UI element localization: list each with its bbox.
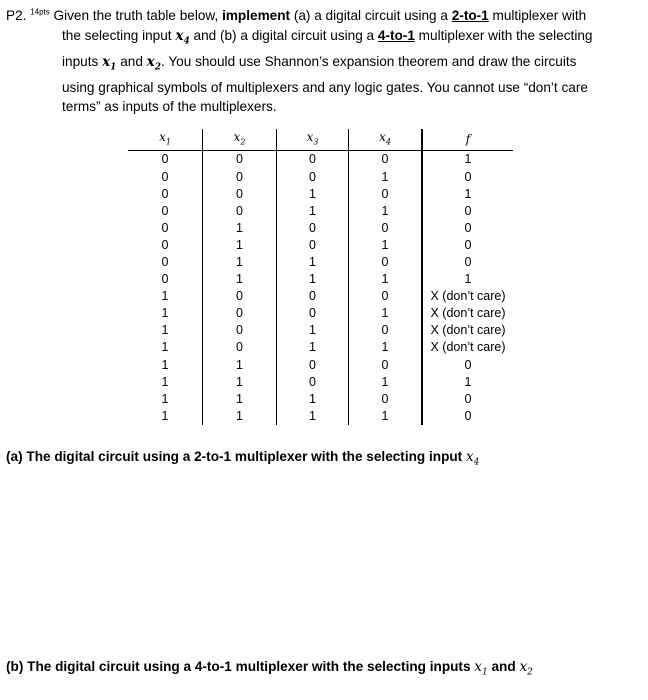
problem-line-5: terms” as inputs of the multiplexers. [62,99,277,115]
text-segment: multiplexer with the selecting [414,27,593,43]
cell-x2: 0 [203,288,277,305]
cell-x1: 1 [161,340,169,355]
cell-x3: 1 [277,271,349,288]
cell-x2: 0 [203,151,277,169]
header-x4 [349,129,423,151]
cell-x4: 0 [349,322,423,339]
cell-f: 0 [422,168,513,185]
table-row [128,391,513,408]
cell-x1: 0 [161,272,169,287]
cell-x3: 1 [277,339,349,356]
cell-x1: 1 [161,391,169,406]
cell-x2: 1 [203,374,277,391]
cell-x2: 1 [203,271,277,288]
var-x1 [474,659,488,678]
header-letter: x [159,130,166,144]
cell-x3: 1 [277,391,349,408]
cell-x3: 1 [277,322,349,339]
cell-x3: 1 [277,408,349,425]
text-segment: inputs [62,53,103,69]
cell-x2: 1 [203,220,277,237]
table-row [128,271,513,288]
cell-x2: 0 [203,203,277,220]
cell-x4: 0 [349,391,423,408]
cell-x4: 0 [349,254,423,271]
problem-line-2 [6,26,636,52]
cell-x1: 0 [161,255,169,269]
cell-x2: 1 [203,237,277,254]
cell-f: 1 [422,271,513,288]
cell-f: X (don’t care) [422,288,513,305]
cell-f: 1 [422,374,513,391]
cell-x4: 1 [349,339,423,356]
header-x2 [203,129,277,151]
text-segment: multiplexer with [488,8,587,23]
cell-x4: 1 [349,408,423,425]
mux-4to1-term: 4-to-1 [194,659,232,674]
cell-x4: 0 [349,186,423,203]
text-segment: and (b) a digital circuit using a [189,27,378,43]
mux-4to1-term: 4-to-1 [377,27,415,43]
cell-f: 0 [422,203,513,220]
text-segment: (a) a digital circuit using a [290,8,452,23]
cell-x3: 0 [277,374,349,391]
cell-x1: 0 [161,220,169,235]
truth-table-body [128,151,513,425]
table-row [128,168,513,185]
cell-x1: 1 [161,306,169,321]
cell-f: 1 [422,151,513,169]
var-letter: x [519,659,528,675]
cell-x3: 0 [277,357,349,374]
var-subscript: 2 [154,62,162,73]
header-subscript: 4 [385,137,391,147]
text-segment: (a) The digital circuit using a [6,449,195,464]
var-x1 [102,53,117,73]
header-letter: x [306,130,314,144]
cell-x2: 0 [203,186,277,203]
cell-x1: 1 [161,323,169,338]
cell-x2: 1 [203,391,277,408]
var-letter: x [466,449,474,465]
var-subscript: 4 [183,36,190,47]
text-segment: the selecting input [62,27,176,43]
text-segment: multiplexer with the selecting input [231,449,466,464]
var-subscript: 1 [481,667,488,678]
table-row [128,220,513,237]
cell-x3: 0 [277,305,349,322]
cell-x2: 0 [203,305,277,322]
var-letter: x [175,27,184,44]
cell-x4: 1 [349,305,423,322]
table-row [128,288,513,305]
cell-x2: 1 [203,408,277,425]
var-x2 [146,53,162,73]
var-subscript: 4 [473,457,480,468]
header-x1 [128,129,203,151]
table-row [128,151,513,169]
truth-table [128,129,513,425]
cell-f: 0 [422,408,513,425]
implement-keyword: implement [222,8,291,23]
cell-x2: 1 [203,357,277,374]
cell-x3: 0 [277,151,349,169]
cell-f: 1 [422,186,513,203]
table-row [128,408,513,425]
header-letter: f [465,132,471,147]
table-row [128,237,513,254]
cell-x1: 1 [161,357,169,372]
header-x3 [277,129,349,151]
cell-x4: 0 [349,357,423,374]
cell-x2: 0 [203,339,277,356]
cell-x4: 1 [349,203,423,220]
cell-f: 0 [422,391,513,408]
text-segment: and [487,659,520,674]
cell-x2: 1 [203,254,277,271]
cell-x1: 0 [161,237,169,252]
truth-table-header [128,129,513,151]
cell-f: 0 [422,254,513,271]
cell-x1: 0 [161,152,169,167]
mux-2to1-term: 2-to-1 [451,8,489,23]
points-badge: 14pts [30,7,50,17]
cell-x3: 0 [277,220,349,237]
cell-x3: 1 [277,254,349,271]
cell-x3: 0 [277,168,349,185]
var-x2 [519,659,533,678]
cell-x1: 1 [161,408,169,423]
problem-label: P2. [6,8,27,23]
mux-2to1-term: 2-to-1 [194,449,232,464]
var-letter: x [102,53,111,70]
cell-f: X (don’t care) [422,339,513,356]
cell-x1: 0 [161,203,169,218]
var-subscript: 1 [110,62,117,73]
part-b-heading [6,659,533,678]
var-x4 [175,27,190,47]
table-row [128,186,513,203]
table-row [128,374,513,391]
problem-line-3 [6,52,636,78]
cell-x1: 1 [161,374,169,389]
cell-f: X (don’t care) [422,305,513,322]
cell-x1: 1 [161,289,169,304]
cell-x3: 1 [277,186,349,203]
cell-x2: 0 [203,322,277,339]
table-row [128,254,513,271]
header-subscript: 2 [240,137,246,147]
cell-f: 0 [422,357,513,374]
part-a-heading [6,449,479,468]
cell-x3: 0 [277,237,349,254]
cell-f: 0 [422,220,513,237]
cell-x3: 1 [277,203,349,220]
header-subscript: 3 [313,137,319,147]
table-row [128,305,513,322]
header-subscript: 1 [165,137,171,147]
cell-x4: 0 [349,151,423,169]
cell-f: 0 [422,237,513,254]
cell-x3: 0 [277,288,349,305]
header-f [422,129,513,151]
table-row [128,339,513,356]
problem-statement [6,6,636,117]
cell-x4: 1 [349,168,423,185]
header-letter: x [379,130,386,144]
problem-line-1 [6,6,636,26]
var-letter: x [474,659,482,675]
header-letter: x [233,130,241,144]
cell-x1: 0 [161,186,169,201]
cell-x4: 0 [349,220,423,237]
cell-x4: 0 [349,288,423,305]
var-subscript: 2 [527,667,533,678]
text-segment: . You should use Shannon’s expansion theorem and draw the circuits [161,53,577,69]
problem-line-4: using graphical symbols of multiplexers and any logic gates. You cannot use “don’t care [62,79,588,95]
var-letter: x [146,53,155,70]
text-segment: (b) The digital circuit using a [6,659,195,674]
table-row [128,322,513,339]
cell-x4: 1 [349,237,423,254]
text-segment: Given the truth table below, [49,8,223,23]
cell-x2: 0 [203,168,277,185]
cell-x1: 0 [161,169,169,184]
var-x4 [466,449,480,468]
table-row [128,357,513,374]
cell-f: X (don’t care) [422,322,513,339]
table-row [128,203,513,220]
text-segment: multiplexer with the selecting inputs [231,659,475,674]
text-segment: and [116,53,147,69]
cell-x4: 1 [349,271,423,288]
cell-x4: 1 [349,374,423,391]
